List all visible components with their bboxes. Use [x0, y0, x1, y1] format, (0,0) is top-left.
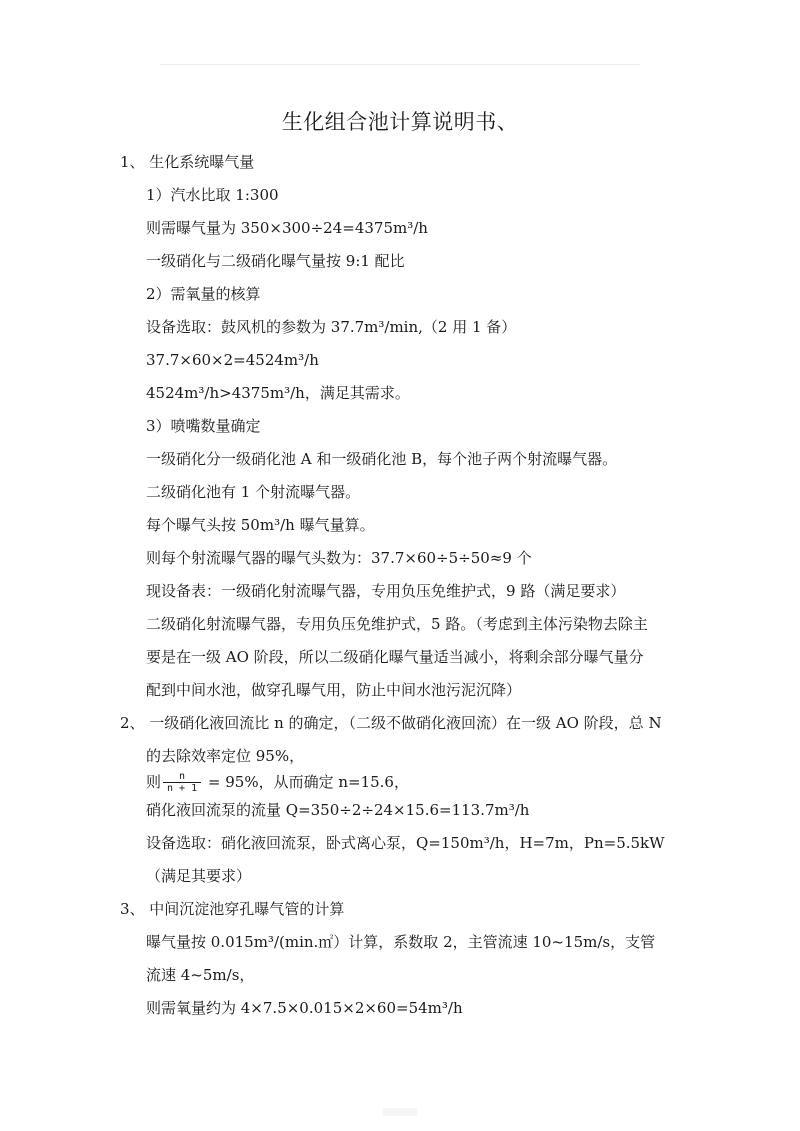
s2-line-1: 的去除效率定位 95%，: [146, 747, 305, 765]
section-1-heading: 1、 生化系统曝气量: [120, 153, 255, 171]
s2-equation: [146, 768, 409, 796]
s1-line-13: 现设备表：一级硝化射流曝气器，专用负压免维护式，9 路（满足要求）: [146, 582, 626, 600]
s1-line-5: 设备选取：鼓风机的参数为 37.7m³/min,（2 用 1 备）: [146, 318, 517, 336]
s1-line-10: 二级硝化池有 1 个射流曝气器。: [146, 483, 361, 501]
s1-line-3: 一级硝化与二级硝化曝气量按 9:1 配比: [146, 252, 405, 270]
document-title: 生化组合池计算说明书、: [281, 110, 519, 134]
section-2-heading: 2、 一级硝化液回流比 n 的确定，（二级不做硝化液回流）在一级 AO 阶段，总 N: [120, 714, 662, 732]
s1-line-11: 每个曝气头按 50m³/h 曝气量算。: [146, 516, 375, 534]
s1-line-7: 4524m³/h>4375m³/h，满足其需求。: [146, 384, 410, 402]
s3-line-3: 则需氧量约为 4×7.5×0.015×2×60=54m³/h: [146, 999, 463, 1017]
s1-line-1: 1）汽水比取 1:300: [146, 186, 279, 204]
s2-line-2: 硝化液回流泵的流量 Q=350÷2÷24×15.6=113.7m³/h: [146, 801, 530, 819]
s1-line-2: 则需曝气量为 350×300÷24=4375m³/h: [146, 219, 428, 237]
s3-line-2: 流速 4~5m/s，: [146, 966, 255, 984]
s1-line-8: 3）喷嘴数量确定: [146, 417, 261, 435]
s1-line-9: 一级硝化分一级硝化池 A 和一级硝化池 B，每个池子两个射流曝气器。: [146, 450, 618, 468]
fraction: [163, 771, 201, 795]
s3-line-1: 曝气量按 0.015m³/(min.㎡）计算，系数取 2，主管流速 10~15m/s，支管: [146, 933, 656, 951]
s1-line-15: 要是在一级 AO 阶段，所以二级硝化曝气量适当减小，将剩余部分曝气量分: [146, 648, 644, 666]
s1-line-16: 配到中间水池，做穿孔曝气用，防止中间水池污泥沉降）: [146, 681, 522, 699]
fraction-numerator: n: [179, 771, 186, 782]
s2-line-3: 设备选取：硝化液回流泵，卧式离心泵，Q=150m³/h，H=7m，Pn=5.5kW: [146, 834, 665, 852]
equation-prefix: 则: [146, 773, 162, 791]
s1-line-14: 二级硝化射流曝气器，专用负压免维护式，5 路。（考虑到主体污染物去除主: [146, 615, 648, 633]
equation-suffix: = 95%，从而确定 n=15.6，: [203, 773, 409, 791]
s1-line-4: 2）需氧量的核算: [146, 285, 261, 303]
s1-line-12: 则每个射流曝气器的曝气头数为：37.7×60÷5÷50≈9 个: [146, 549, 532, 567]
s1-line-6: 37.7×60×2=4524m³/h: [146, 351, 319, 369]
s2-line-4: （满足其要求）: [146, 867, 252, 885]
section-3-heading: 3、 中间沉淀池穿孔曝气管的计算: [120, 900, 345, 918]
fraction-denominator: n + 1: [167, 783, 198, 794]
header-rule: [160, 64, 640, 65]
footer-mark: [383, 1108, 417, 1116]
